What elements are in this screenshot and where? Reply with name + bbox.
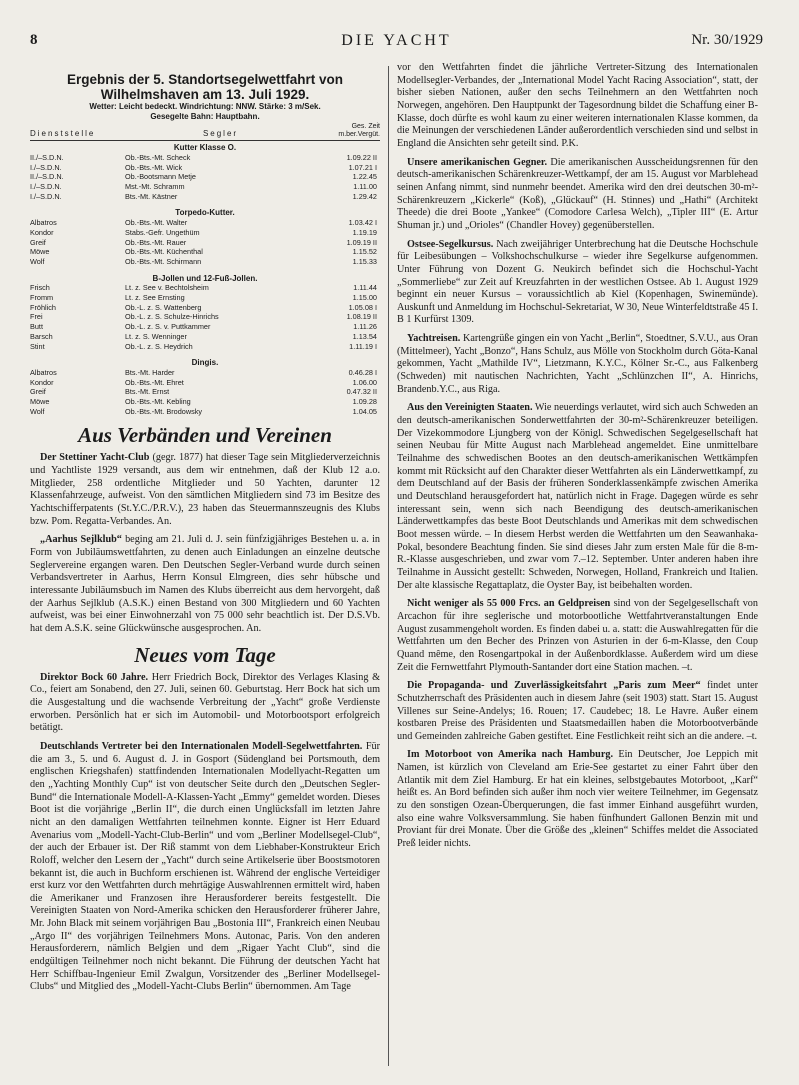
page-header [30, 32, 763, 56]
col-header-dienststelle: Dienststelle [30, 129, 96, 139]
time-cell: 1.05.08 I [348, 302, 377, 312]
time-cell: 1.19.19 [352, 227, 377, 237]
time-cell: 1.15.33 [352, 256, 377, 266]
class-heading-row [30, 356, 380, 368]
class-heading-row [30, 206, 380, 218]
table-row [30, 182, 380, 192]
station-cell: Butt [30, 322, 43, 332]
station-cell: Wolf [30, 406, 45, 416]
time-cell: 1.22.45 [352, 172, 377, 182]
article-lead: Ostsee-Segelkursus. [407, 238, 494, 250]
sailor-cell: Ob.-Bts.-Mt. Scheck [125, 152, 191, 162]
sailor-cell: Lt. z. See v. Bechtolsheim [125, 283, 209, 293]
article-text: Nach zweijähriger Unterbrechung hat die Deutsche Hochschule für Leibesübungen – Volkshochschulkurse – wieder ihre Segelkurse aufgenommen. Unter Führung von Dozent G. Neukirch befindet sich die Hochschul-Yacht „Sommerliebe“ zur Zeit auf Kreuzfahrten in der westlichen Ostsee. Ab 1. August 1929 beginnt ein neuer Kursus – voraussichtlich ab Kiel (Kopenhagen, Swinemünde). Auskunft und Anmeldung im Hochschul-Sekretariat, W 30, Neue Winterfeldtstraße 45 I. B 1 Kurfürst 1309. [397, 238, 758, 326]
table-row [30, 312, 380, 322]
article-direktor-bock [30, 672, 380, 735]
class-heading-row [30, 272, 380, 284]
table-row [30, 172, 380, 182]
sailor-cell: Ob.-L. z. S. v. Puttkammer [125, 322, 211, 332]
article-motorboot-amerika [397, 749, 758, 850]
station-cell: Fromm [30, 293, 54, 303]
article-lead: Aus den Vereinigten Staaten. [407, 402, 533, 414]
station-cell: Fröhlich [30, 302, 56, 312]
time-cell: 0.46.28 I [348, 367, 377, 377]
station-cell: Stint [30, 341, 45, 351]
section-heading-verbaende: Aus Verbänden und Vereinen [78, 423, 332, 448]
section-heading-neues: Neues vom Tage [134, 642, 276, 667]
results-course: Gesegelte Bahn: Hauptbahn. [150, 111, 260, 121]
table-row [30, 407, 380, 417]
class-heading: Torpedo-Kutter. [175, 208, 235, 218]
time-cell: 1.11.26 [353, 322, 377, 332]
station-cell: Barsch [30, 331, 53, 341]
results-table [30, 123, 380, 416]
sailor-cell: Ob.-Bts.-Mt. Ehret [125, 377, 184, 387]
article-lead: Nicht weniger als 55 000 Frcs. an Geldpreisen [407, 598, 611, 610]
time-cell: 1.13.54 [352, 331, 377, 341]
magazine-title: DIE YACHT [341, 32, 452, 49]
sailor-cell: Ob.-Bts.-Mt. Brodowsky [125, 406, 203, 416]
sailor-cell: Ob.-L. z. S. Schulze-Hinrichs [125, 312, 219, 322]
time-cell: 1.11.00 [353, 182, 377, 191]
time-cell: 1.11.44 [353, 283, 377, 293]
sailor-cell: Lt. z. See Ernsting [125, 293, 185, 303]
table-row [30, 303, 380, 313]
sailor-cell: Ob.-Bootsmann Metje [125, 172, 196, 182]
article-continuation: vor den Wettfahrten findet die jährliche Vertreter-Sitzung des Internationalen Modellsegler-Verbandes, der „International Model Yacht Racing Association“, statt, der bisher sieben Nationen, außer den sechs Teilnehmern an den Wettfahrten noch Norwegen, angehören. Den Hauptpunkt der Tagesordnung bildet die Schaffung einer B-Klasse, doch dürfte es wohl kaum zu einer weiteren internationalen Klasse kommen, da die Meinungen der verschiedenen Länder außerordentlich verschieden sind und selbst in England die Ansichten sehr geteilt sind. P.K. [397, 62, 758, 149]
table-row [30, 192, 380, 202]
sailor-cell: Ob.-Bts.-Mt. Kebling [125, 397, 191, 407]
station-cell: II./–S.D.N. [30, 172, 64, 182]
article-yachtreisen [397, 333, 758, 396]
table-row [30, 397, 380, 407]
article-lead: Der Stettiner Yacht-Club [40, 452, 150, 464]
col-header-segler: Segler [202, 129, 239, 139]
time-cell: 1.08.19 II [346, 312, 377, 322]
time-cell: 1.07.21 I [348, 162, 377, 172]
table-row [30, 387, 380, 397]
article-vereinigte-staaten [397, 402, 758, 592]
sailor-cell: Lt. z. S. Wenninger [125, 331, 187, 341]
page-number: 8 [30, 32, 38, 48]
time-cell: 1.04.05 [352, 406, 377, 416]
article-text: sind von der Segelgesellschaft von Arcachon für ihre seglerische und motorbootliche Wettfahrtveranstaltungen Ende August zusammengeholt worden. Es finden dabei u. a. statt: die Auswahlregatten für die Wettfahrten um den Becher des Prinzen von Asturien in der 6-m-Klasse, den Coup Quand même, den Rosengartpokal in der Außenbordklasse. Außerdem wird um diese Zeit die Fernwettfahrt Plymouth-Santander dort eine Station machen. –t. [397, 598, 758, 673]
article-amerikanische-gegner [397, 157, 758, 233]
class-heading-row [30, 141, 380, 153]
article-lead: „Aarhus Sejlklub“ [40, 534, 122, 546]
time-cell: 0.47.32 II [346, 387, 377, 397]
sailor-cell: Stabs.-Gefr. Ungethüm [125, 227, 200, 237]
station-cell: Wolf [30, 256, 45, 266]
issue-number: Nr. 30/1929 [691, 32, 763, 48]
table-row [30, 332, 380, 342]
article-aarhus-sejlklub [30, 534, 380, 635]
sailor-cell: Ob.-L. z. S. Heydrich [125, 341, 193, 351]
sailor-cell: Mst.-Mt. Schramm [125, 182, 185, 191]
results-title: Ergebnis der 5. Standortsegelwettfahrt von Wilhelmshaven am 13. Juli 1929. [66, 72, 344, 102]
article-text: Die amerikanischen Ausscheidungsrennen für den deutsch-amerikanischen Schärenkreuzer-Wettkampf, der am 15. August vor Marblehead seinen Anfang nimmt, sind nunmehr beendet. Amerika wird den drei deutschen 30-m²-Schärenkreuzern „Kickerle“ (Koß), „Glückauf“ (H. Stinnes) und „Hathi“ (Architekt Theede) die drei Boote „Yankee“ (Comodore Carlesa Welch), „Tipler III“ (E. Artur Shuman jr.) und „Orioles“ (Chandler Hovey) gegenüberstellen. [397, 156, 758, 231]
left-column [30, 62, 380, 1000]
time-cell: 1.15.00 [352, 293, 377, 303]
sailor-cell: Bts.-Mt. Kästner [125, 191, 178, 201]
time-cell: 1.06.00 [352, 377, 377, 387]
table-row [30, 247, 380, 257]
article-text: Für die am 3., 5. und 6. August d. J. in Gosport (Südengland bei Portsmouth, dem englischen Kriegshafen) stattfindenden Internationalen Modellyacht-Regatten um den „Yachting Monthly Cup“ ist von deutscher Seite durch den „Deutschen Segler-Bund“ die Internationale Modell-A-Klassen-Yacht „Emmy“ gemeldet worden. Dieses Boot ist die vorjährige „Berlin II“, die durch einen Unglücksfall im letzten Jahre nicht an den damaligen Wettfahrten teilnehmen konnte. Eigner ist Herr Eduard Avenarius vom „Modell-Yacht-Club-Berlin“ und vom „Berliner Modellsegel-Club“, der auch der Erbauer ist. Der Riß stammt von dem Liebhaber-Konstrukteur Erich Roloff, welcher den Lesern der „Yacht“ durch seine Artikelserie über Boostsmotoren bekannt ist, die auch in Buchform erschienen ist. Während der englische Verteidiger erst kurz vor den Wettfahrten durch mehrtägige Auswahlrennen ermittelt wird, haben die Amerikaner und Franzosen ihre Herausforderer bereits festgestellt. Die Vereinigten Staaten von Nord-Amerika schicken den Herausforderer früherer Jahre, Mr. John Black mit seinem vorjährigen Bau „Bostonia III“, Frankreich einen Neubau „Argo II“ des vorjährigen Teilnehmers Mons. Autonac, Paris. Von den anderen Herausforderern, nämlich Belgien und dem „Rigaer Yacht Club“, sind die endgültigen Teilnehmer noch nicht bekannt. Die Führung der deutschen Yacht hat Herr Schiffbau-Ingenieur Emil Zwalgun, Vorsitzender des „Berliner Modellsegel-Clubs“ und Mitglied des „Modell-Yacht-Clubs Berlin“ übernommen. Am Tage [30, 740, 380, 993]
class-heading: B-Jollen und 12-Fuß-Jollen. [152, 273, 258, 283]
table-row [30, 378, 380, 388]
article-lead: Yachtreisen. [407, 333, 461, 345]
table-row [30, 218, 380, 228]
station-cell: Greif [30, 237, 46, 247]
article-geldpreise [397, 598, 758, 674]
station-cell: Möwe [30, 247, 50, 257]
article-text: (gegr. 1877) hat dieser Tage sein Mitgliederverzeichnis und Yachtliste 1929 versandt, aus dem wir entnehmen, daß der Klub 12 a.o. Mitglieder, 258 ordentliche Mitglieder und 50 Yachten, darunter 12 Klassenfahrzeuge, aufweist. Von den sämtlichen Mitgliedern sind 73 im Besitze des Yachtschifferpatents (St.Y.C./P.R.V.), 23 haben das Steuermannszeugnis des Klubs bzw. Pom. Regatta-Verbandes. An. [30, 452, 381, 527]
station-cell: Albatros [30, 218, 57, 228]
station-cell: I./–S.D.N. [30, 191, 62, 201]
station-cell: Greif [30, 387, 46, 397]
time-cell: 1.09.22 II [346, 152, 377, 162]
article-ostsee-segelkursus [397, 239, 758, 328]
column-divider [388, 66, 389, 1066]
article-text: Wie neuerdings verlautet, wird sich auch Schweden an den deutsch-amerikanischen Sonderwettfahrten der 30-m²-Schärenkreuzer beteiligen. Der Vizekommodore Ljungberg von der Königl. Schwedischen Segelgesellschaft hat seinen Neubau für Mitte August nach Marblehead angemeldet. Eine unmittelbare Teilnahme des schwedischen Bootes an den deutsch-amerikanischen Wettkämpfen kommt mit Rücksicht auf den Charakter dieser Wettfahrten als ein Länderwettkampf, zu dem Deutschland auf der Basis der früheren Sonderklassenkämpfe zwischen Amerika und Deutschland herausgefordert hat, natürlich nicht in Frage. Dagegen würde es sehr interessant sein, wenn sich nach Beendigung des deutsch-amerikanischen Länderwettkampfes das beste Boot Deutschlands und Amerikas mit dem schwedischen Boot messen würde. – In diesem Herbst werden die Wettfahrten um den Seawanhaka-Pokal, besondere Beachtung finden. Sie sind dieses Jahr zum ersten Male für die 8-m-R.-Klasse ausgeschrieben, und zwar vom 7.–12. September. Unter anderen haben ihre Teilnahme in Aussicht gestellt: Schweden, Norwegen, Holland, Frankreich und Italien. Der alte klassische Regattaplatz, die Oyster Bay, ist beibehalten worden. [397, 402, 758, 591]
sailor-cell: Ob.-Bts.-Mt. Küchenthal [125, 247, 203, 257]
station-cell: II./–S.D.N. [30, 152, 64, 162]
sailor-cell: Bts.-Mt. Harder [125, 367, 175, 377]
article-lead: Deutschlands Vertreter bei den Internationalen Modell-Segelwettfahrten. [40, 740, 363, 752]
station-cell: Kondor [30, 377, 54, 387]
article-lead: Direktor Bock 60 Jahre. [40, 671, 149, 683]
sailor-cell: Ob.-Bts.-Mt. Walter [125, 218, 188, 228]
article-text: Herr Friedrich Bock, Direktor des Verlages Klasing & Co., feiert am Sonabend, den 27. Juli, seinen 60. Geburtstag. Herr Bock hat sich um die Ausgestaltung und die wachsende Verbreitung der „Yacht“ große Verdienste erworben. Persönlich hat er sich im Automobil- und Motorbootsport erfolgreich betätigt. [30, 671, 380, 734]
time-cell: 1.09.28 [352, 397, 377, 407]
article-paris-zum-meer [397, 680, 758, 743]
table-row [30, 163, 380, 173]
station-cell: Frisch [30, 283, 50, 293]
station-cell: I./–S.D.N. [30, 162, 62, 172]
article-lead: Unsere amerikanischen Gegner. [407, 156, 548, 168]
article-modell-segelwettfahrten [30, 741, 380, 994]
article-lead: Im Motorboot von Amerika nach Hamburg. [407, 749, 613, 761]
results-weather: Wetter: Leicht bedeckt. Windrichtung: NNW. Stärke: 3 m/Sek. [89, 102, 321, 111]
time-cell: 1.11.19 I [349, 341, 377, 351]
table-row [30, 342, 380, 352]
article-text: Kartengrüße gingen ein von Yacht „Berlin“, Stoedtner, S.V.U., aus Oran (Mittelmeer), Yacht „Bonzo“, Hans Schulz, aus Mölle von Stockholm durch Göta-Kanal gekommen, Yacht „Mathilde IV“, Lietzmann, K.Y.C., Kölner Sr.-C., aus Falkenberg (Schweden) mit nautischen Nachrichten, Yacht „Schlünzchen II“, A. Hinrichs, Brandenb.Y.C., aus Riga. [397, 333, 758, 395]
article-lead: Die Propaganda- und Zuverlässigkeitsfahrt „Paris zum Meer“ [407, 680, 701, 692]
table-row [30, 238, 380, 248]
table-row [30, 153, 380, 163]
table-row [30, 283, 380, 293]
article-stettiner-yacht-club [30, 452, 380, 528]
time-cell: 1.03.42 I [348, 218, 377, 228]
table-row [30, 322, 380, 332]
time-cell: 1.29.42 [352, 191, 377, 201]
station-cell: Kondor [30, 227, 54, 237]
sailor-cell: Ob.-Bts.-Mt. Schirmann [125, 256, 202, 266]
time-cell: 1.09.19 II [346, 237, 377, 247]
table-row [30, 368, 380, 378]
article-text: Ein Deutscher, Joe Leppich mit Namen, ist kürzlich von Cleveland am Erie-See gestartet zu einer Fahrt über den Atlantik mit dem Ziel Hamburg. Er hat ein kleines, selbstgebautes Motorboot, „Karf“ heißt es. An Bord befinden sich außer ihm noch vier weitere Teilnehmer, im Gegensatz zu den sonstigen Ozean-Überquerungen, die fast immer Einhand ausgeführt wurden, also eine wahre Volksversammlung. Sie haben fünfhundert Gallonen Benzin mit und Proviant für drei Monate. Über die Größe des „kleinen“ Schiffes meldet die Associated Preß leider nichts. [397, 749, 758, 850]
col-header-zeit: Ges. Zeit m.ber.Vergüt. [338, 123, 380, 139]
sailor-cell: Ob.-L. z. S. Wattenberg [125, 302, 202, 312]
class-heading: Kutter Klasse O. [173, 143, 237, 153]
results-body [30, 141, 380, 417]
station-cell: Frei [30, 312, 43, 322]
time-cell: 1.15.52 [352, 247, 377, 257]
sailor-cell: Bts.-Mt. Ernst [125, 387, 170, 397]
table-row [30, 293, 380, 303]
article-text: findet unter Schutzherrschaft des Präsidenten auch in diesem Jahre (seit 1903) statt. Start 15. August Villenes sur Seine-Andelys; 16. Rouen; 17. Caudebec; 18. Le Havre. Außer einem kostbaren Preise des Präsidenten und Staatsmedaillen haben die Motorbootverbände und Gemeinden zahlreiche Gaben gestiftet. Eine Festlichkeit reiht sich an die andere. –t. [397, 680, 758, 742]
class-heading: Dingis. [191, 358, 219, 368]
table-row [30, 228, 380, 238]
article-text: beging am 21. Juli d. J. sein fünfzigjähriges Bestehen u. a. in Form von Jubiläumswettfahrten, zu denen auch Einladungen an einzelne deutsche Seglervereine ergangen waren. Den Deutschen Segler-Verband wurde durch seinen Verbandsvertreter in Aarhus, Herrn Konsul Elmgreen, dies sehr hübsche und interessante Jubiläumsbuch im Namen des Klubs überreicht aus dem hervorgeht, daß der Aarhus Sejlklub (A.S.K.) einen Bestand von 300 Mitgliedern und 60 Yachten aufweist, was bei einer Einwohnerzahl von 75 000 sehr beachtlich ist. Der D.S.Vb. hat dem A.S.K. seine Glückwünsche ausgesprochen. An. [30, 534, 380, 634]
station-cell: Möwe [30, 397, 50, 407]
right-column [397, 62, 758, 857]
station-cell: I./–S.D.N. [30, 182, 62, 191]
station-cell: Albatros [30, 367, 57, 377]
sailor-cell: Ob.-Bts.-Mt. Rauer [125, 237, 187, 247]
table-row [30, 257, 380, 267]
sailor-cell: Ob.-Bts.-Mt. Wick [125, 162, 183, 172]
